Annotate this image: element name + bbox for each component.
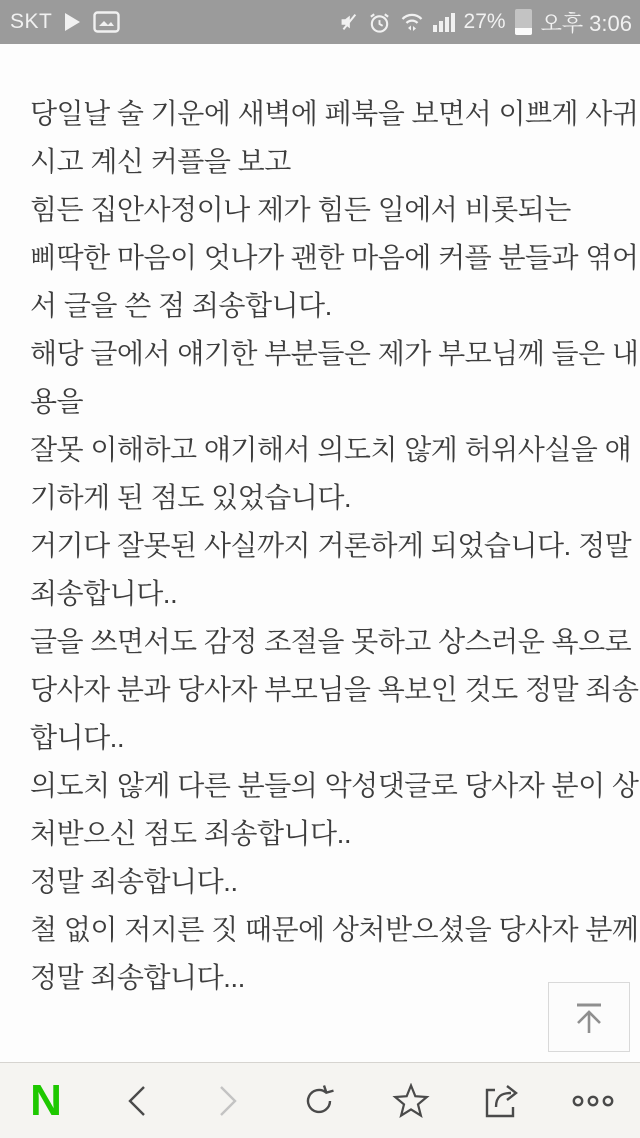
share-button[interactable] xyxy=(479,1073,525,1129)
clock-label: 오후 3:06 xyxy=(540,10,632,36)
post-text-line: 철 없이 저지른 짓 때문에 상처받으셨을 당사자 분께 xyxy=(30,914,639,945)
status-bar xyxy=(0,0,640,44)
status-bar-right xyxy=(337,7,640,38)
battery-percent-label: 27% xyxy=(463,10,506,33)
battery-fill xyxy=(515,28,532,35)
signal-icon xyxy=(433,10,455,34)
post-text-line: 죄송합니다.. xyxy=(30,578,178,609)
refresh-button[interactable] xyxy=(296,1073,342,1129)
naver-logo: N xyxy=(30,1075,62,1125)
share-icon xyxy=(482,1082,522,1120)
post-text xyxy=(30,90,639,1002)
post-text-line: 해당 글에서 얘기한 부분들은 제가 부모님께 들은 내 xyxy=(30,338,639,369)
status-bar-left xyxy=(0,10,120,34)
wifi-icon xyxy=(400,11,424,34)
scroll-to-top-button[interactable] xyxy=(548,982,630,1052)
alarm-icon xyxy=(368,11,391,34)
post-text-line: 처받으신 점도 죄송합니다.. xyxy=(30,818,352,849)
scroll-to-top-icon xyxy=(567,995,611,1039)
post-text-line: 삐딱한 마음이 엇나가 괜한 마음에 커플 분들과 엮어 xyxy=(30,242,639,273)
post-text-line: 기하게 된 점도 있었습니다. xyxy=(30,482,352,513)
post-text-line: 정말 죄송합니다... xyxy=(30,962,245,993)
bookmark-button[interactable] xyxy=(388,1073,434,1129)
refresh-icon xyxy=(301,1083,337,1119)
post-text-line: 의도치 않게 다른 분들의 악성댓글로 당사자 분이 상 xyxy=(30,770,639,801)
forward-button[interactable] xyxy=(205,1073,251,1129)
post-text-line: 글을 쓰면서도 감정 조절을 못하고 상스러운 욕으로 xyxy=(30,626,632,657)
back-button[interactable] xyxy=(114,1073,160,1129)
post-text-line: 정말 죄송합니다.. xyxy=(30,866,238,897)
mute-icon xyxy=(337,11,359,33)
post-text-line: 당일날 술 기운에 새벽에 페북을 보면서 이쁘게 사귀 xyxy=(30,98,639,129)
chevron-left-icon xyxy=(126,1085,148,1117)
post-text-line: 당사자 분과 당사자 부모님을 욕보인 것도 정말 죄송 xyxy=(30,674,639,705)
play-icon xyxy=(64,12,81,32)
post-text-line: 서 글을 쓴 점 죄송합니다. xyxy=(30,290,332,321)
post-text-line: 거기다 잘못된 사실까지 거론하게 되었습니다. 정말 xyxy=(30,530,632,561)
carrier-label: SKT xyxy=(10,10,53,33)
browser-toolbar xyxy=(0,1062,640,1138)
post-text-line: 합니다.. xyxy=(30,722,125,753)
battery-icon xyxy=(515,9,532,35)
post-content xyxy=(0,44,640,1062)
naver-home-button[interactable] xyxy=(23,1073,69,1129)
chevron-right-icon xyxy=(217,1085,239,1117)
post-text-line: 시고 계신 커플을 보고 xyxy=(30,146,291,177)
post-text-line: 힘든 집안사정이나 제가 힘든 일에서 비롯되는 xyxy=(30,194,571,225)
more-dots-icon xyxy=(571,1094,615,1108)
screenshot-icon xyxy=(93,11,120,33)
post-text-line: 잘못 이해하고 얘기해서 의도치 않게 허위사실을 얘 xyxy=(30,434,632,465)
more-button[interactable] xyxy=(570,1073,616,1129)
star-icon xyxy=(392,1083,430,1119)
post-text-line: 용을 xyxy=(30,386,84,417)
